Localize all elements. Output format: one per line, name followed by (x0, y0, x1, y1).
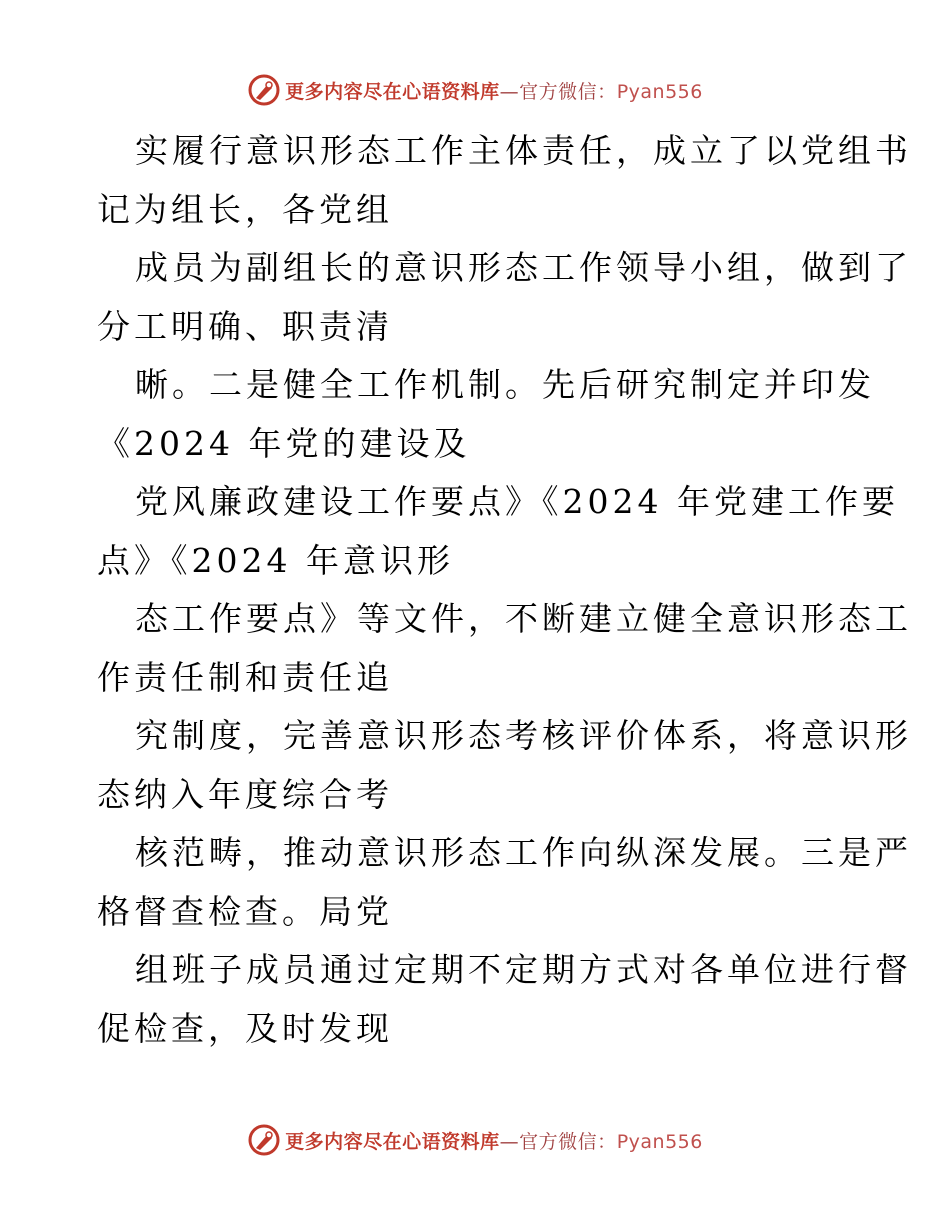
banner-wechat-id: Pyan556 (616, 1130, 703, 1153)
body-line-9: 态工作要点》等文件，不断建立健全意识形态工 (135, 599, 912, 638)
body-line-12: 态纳入年度综合考 (97, 774, 393, 814)
body-line-4: 分工明确、职责清 (97, 306, 393, 346)
banner-wechat-label: —官方微信： (499, 1130, 617, 1153)
header-banner (0, 70, 950, 110)
body-line-2: 记为组长，各党组 (97, 189, 393, 229)
body-line-3: 成员为副组长的意识形态工作领导小组，做到了 (135, 248, 912, 287)
banner-wechat-id: Pyan556 (616, 80, 703, 103)
banner-text (285, 77, 703, 104)
banner-text (285, 1127, 703, 1154)
banner-site-name: 更多内容尽在心语资料库 (285, 80, 500, 103)
pen-nib-circle-icon (247, 1123, 281, 1157)
footer-banner (0, 1120, 950, 1160)
body-line-5: 晰。二是健全工作机制。先后研究制定并印发 (135, 365, 875, 404)
pen-nib-circle-icon (247, 73, 281, 107)
body-line-11: 究制度，完善意识形态考核评价体系，将意识形 (135, 716, 912, 755)
body-line-14: 格督查检查。局党 (97, 891, 393, 931)
document-body (97, 122, 912, 1058)
body-line-15: 组班子成员通过定期不定期方式对各单位进行督 (135, 950, 912, 989)
body-line-7: 党风廉政建设工作要点》《2024 年党建工作要 (135, 482, 899, 521)
body-line-10: 作责任制和责任追 (97, 657, 393, 697)
body-line-8: 点》《2024 年意识形 (97, 540, 454, 580)
banner-site-name: 更多内容尽在心语资料库 (285, 1130, 500, 1153)
body-line-16: 促检查，及时发现 (97, 1008, 393, 1048)
body-line-1: 实履行意识形态工作主体责任，成立了以党组书 (135, 131, 912, 170)
banner-wechat-label: —官方微信： (499, 80, 617, 103)
body-line-13: 核范畴，推动意识形态工作向纵深发展。三是严 (135, 833, 912, 872)
body-line-6: 《2024 年党的建设及 (97, 423, 471, 463)
